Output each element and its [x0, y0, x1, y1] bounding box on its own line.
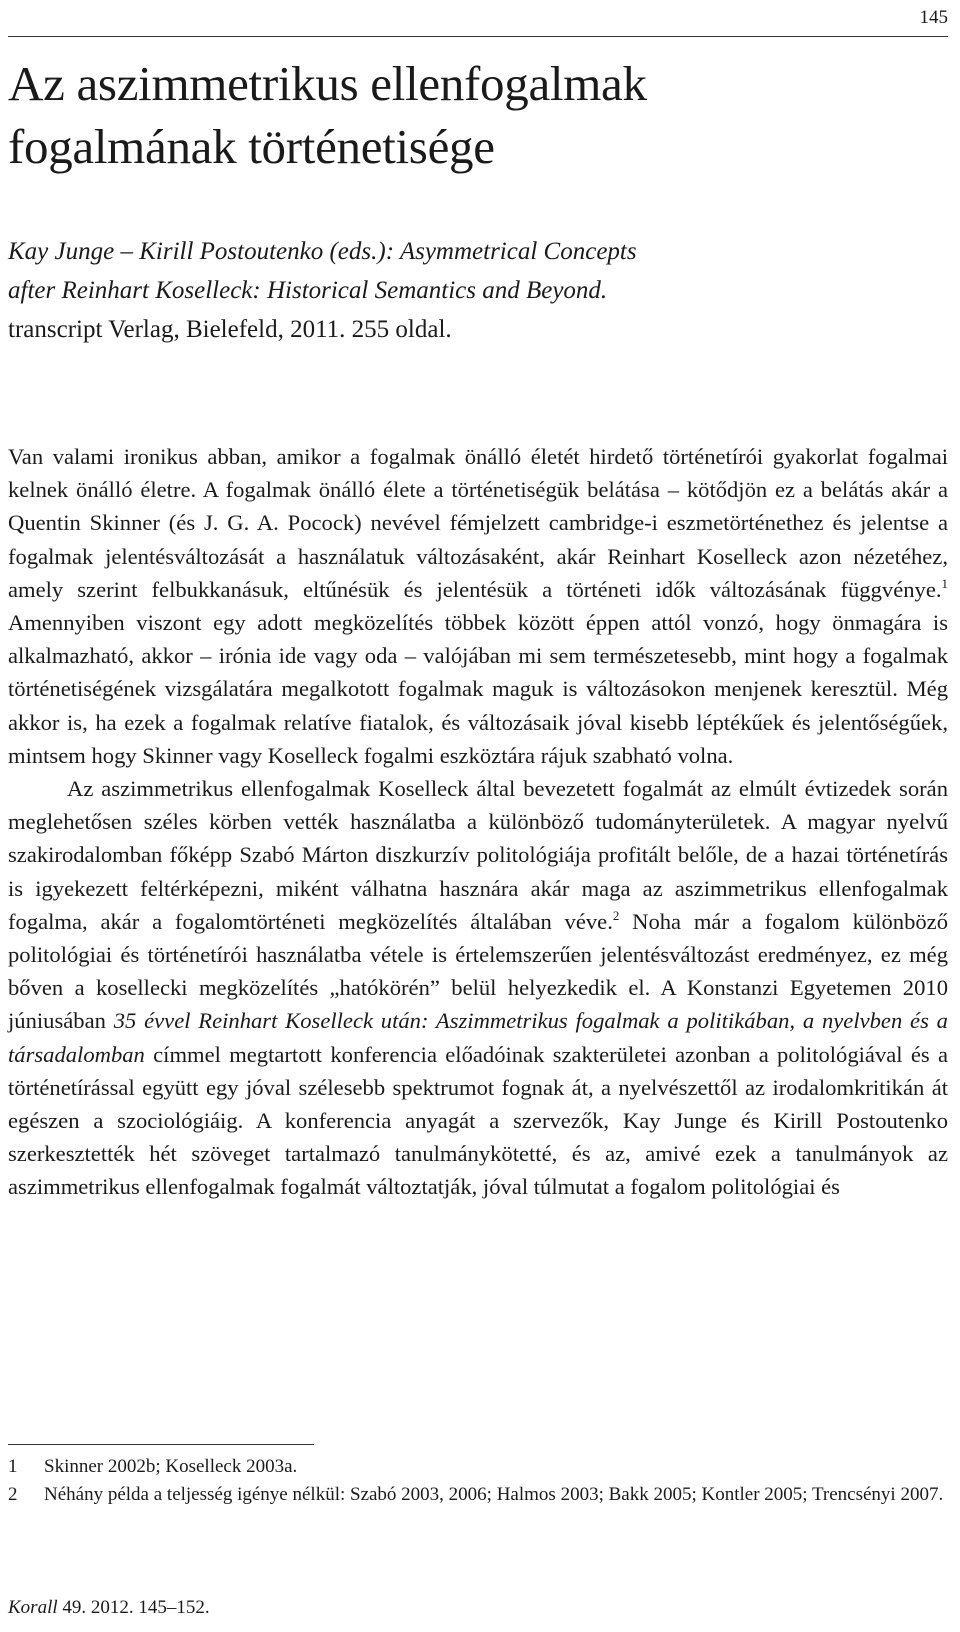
- paragraph-2: [8, 772, 948, 1204]
- footnote-1-number: 1: [8, 1456, 18, 1477]
- article-title: [8, 52, 948, 178]
- book-reference-line-2: after Reinhart Koselleck: Historical Semantics and Beyond.: [8, 277, 608, 304]
- footnote-1: [8, 1454, 948, 1479]
- body-text: [8, 440, 948, 1204]
- paragraph-1: [8, 440, 948, 772]
- footnote-2: [8, 1482, 948, 1507]
- paragraph-2-text-c: címmel megtartott konferencia előadóinak szakterületei azonban a politológiával és a történetírással együtt egy jóval szélesebb spektrumot fognak át, a nyelvészettől az irodalomkritikán át egészen a szociológiáig. A konferencia anyagát a szervezők, Kay Junge és Kirill Postoutenko szerkesztették hét szöveget tartalmazó tanulmánykötetté, és az, amivé ezek a tanulmányok az aszimmetrikus ellenfogalmak fogalmát változtatják, jóval túlmutat a fogalom politológiai és: [8, 1041, 948, 1200]
- conference-title: 35 évvel Reinhart Koselleck után: Aszimmetrikus fogalmak a politikában, a nyelvben és a társadalomban: [8, 1008, 948, 1067]
- book-reference-line-1: Kay Junge – Kirill Postoutenko (eds.): Asymmetrical Concepts: [8, 238, 637, 265]
- book-publisher-line: transcript Verlag, Bielefeld, 2011. 255 oldal.: [8, 316, 452, 343]
- paragraph-2-text-a: Az aszimmetrikus ellenfogalmak Koselleck által bevezetett fogalmát az elmúlt évtizedek során meglehetősen széles körben vették használatba a különböző tudományterületek. A magyar nyelvű szakirodalomban főképp Szabó Márton diszkurzív politológiája profitált belőle, de a hazai történetírás is igyekezett feltérképezni, miként válhatna hasznára akár maga az aszimmetrikus ellenfogalmak fogalma, akár a fogalomtörténeti megközelítés általában véve.: [8, 776, 948, 934]
- footnote-2-text: Néhány példa a teljesség igénye nélkül: Szabó 2003, 2006; Halmos 2003; Bakk 2005; Kontler 2005; Trencsényi 2007.: [44, 1484, 944, 1505]
- journal-issue: 49. 2012. 145–152.: [57, 1597, 210, 1618]
- title-line-2: fogalmának történetisége: [8, 119, 495, 174]
- page-number: 145: [919, 7, 948, 28]
- footnote-1-text: Skinner 2002b; Koselleck 2003a.: [44, 1456, 298, 1477]
- footnote-ref-2[interactable]: 2: [612, 907, 620, 923]
- journal-colophon: [8, 1597, 210, 1619]
- journal-name: Korall: [8, 1597, 58, 1618]
- book-reference: [8, 232, 948, 349]
- footnote-ref-1[interactable]: 1: [941, 575, 948, 591]
- title-line-1: Az aszimmetrikus ellenfogalmak: [8, 56, 647, 111]
- paragraph-1-text-a: Van valami ironikus abban, amikor a fogalmak önálló életét hirdető történetírói gyakorlat fogalmai kelnek önálló életre. A fogalmak önálló élete a történetiségük belátása – kötődjön ez a belátás akár a Quentin Skinner (és J. G. A. Pocock) nevével fémjelzett cambridge-i eszmetörténethez és jelentse a fogalmak jelentésváltozását a használatuk változásaként, akár Reinhart Koselleck azon nézetéhez, amely szerint felbukkanásuk, eltűnésük és jelentésük a történeti idők változásának függvénye.: [8, 444, 948, 602]
- paragraph-1-text-b: Amennyiben viszont egy adott megközelítés többek között éppen attól vonzó, hogy önmagára is alkalmazható, akkor – irónia ide vagy oda – valójában mi sem természetesebb, mint hogy a fogalmak történetiségének vizsgálatára megalkotott fogalmak maguk is változásokon menjenek keresztül. Még akkor is, ha ezek a fogalmak relatíve fiatalok, és változásaik jóval kisebb léptékűek és jelentőségűek, mintsem hogy Skinner vagy Koselleck fogalmi eszköztára rájuk szabható volna.: [8, 610, 948, 768]
- footnote-separator: [8, 1444, 314, 1445]
- footnote-2-number: 2: [8, 1484, 18, 1505]
- running-head: [8, 0, 948, 37]
- page: [8, 0, 948, 1632]
- paragraph-2-text-b: Noha már a fogalom különböző politológiai és történetírói használatba vétele is értelemszerűen jelentésváltozást eredményez, ez még bőven a kosellecki megközelítés „hatókörén” belül helyezkedik el. A Konstanzi Egyetemen 2010 júniusában: [8, 908, 949, 1034]
- footnotes: [8, 1454, 948, 1510]
